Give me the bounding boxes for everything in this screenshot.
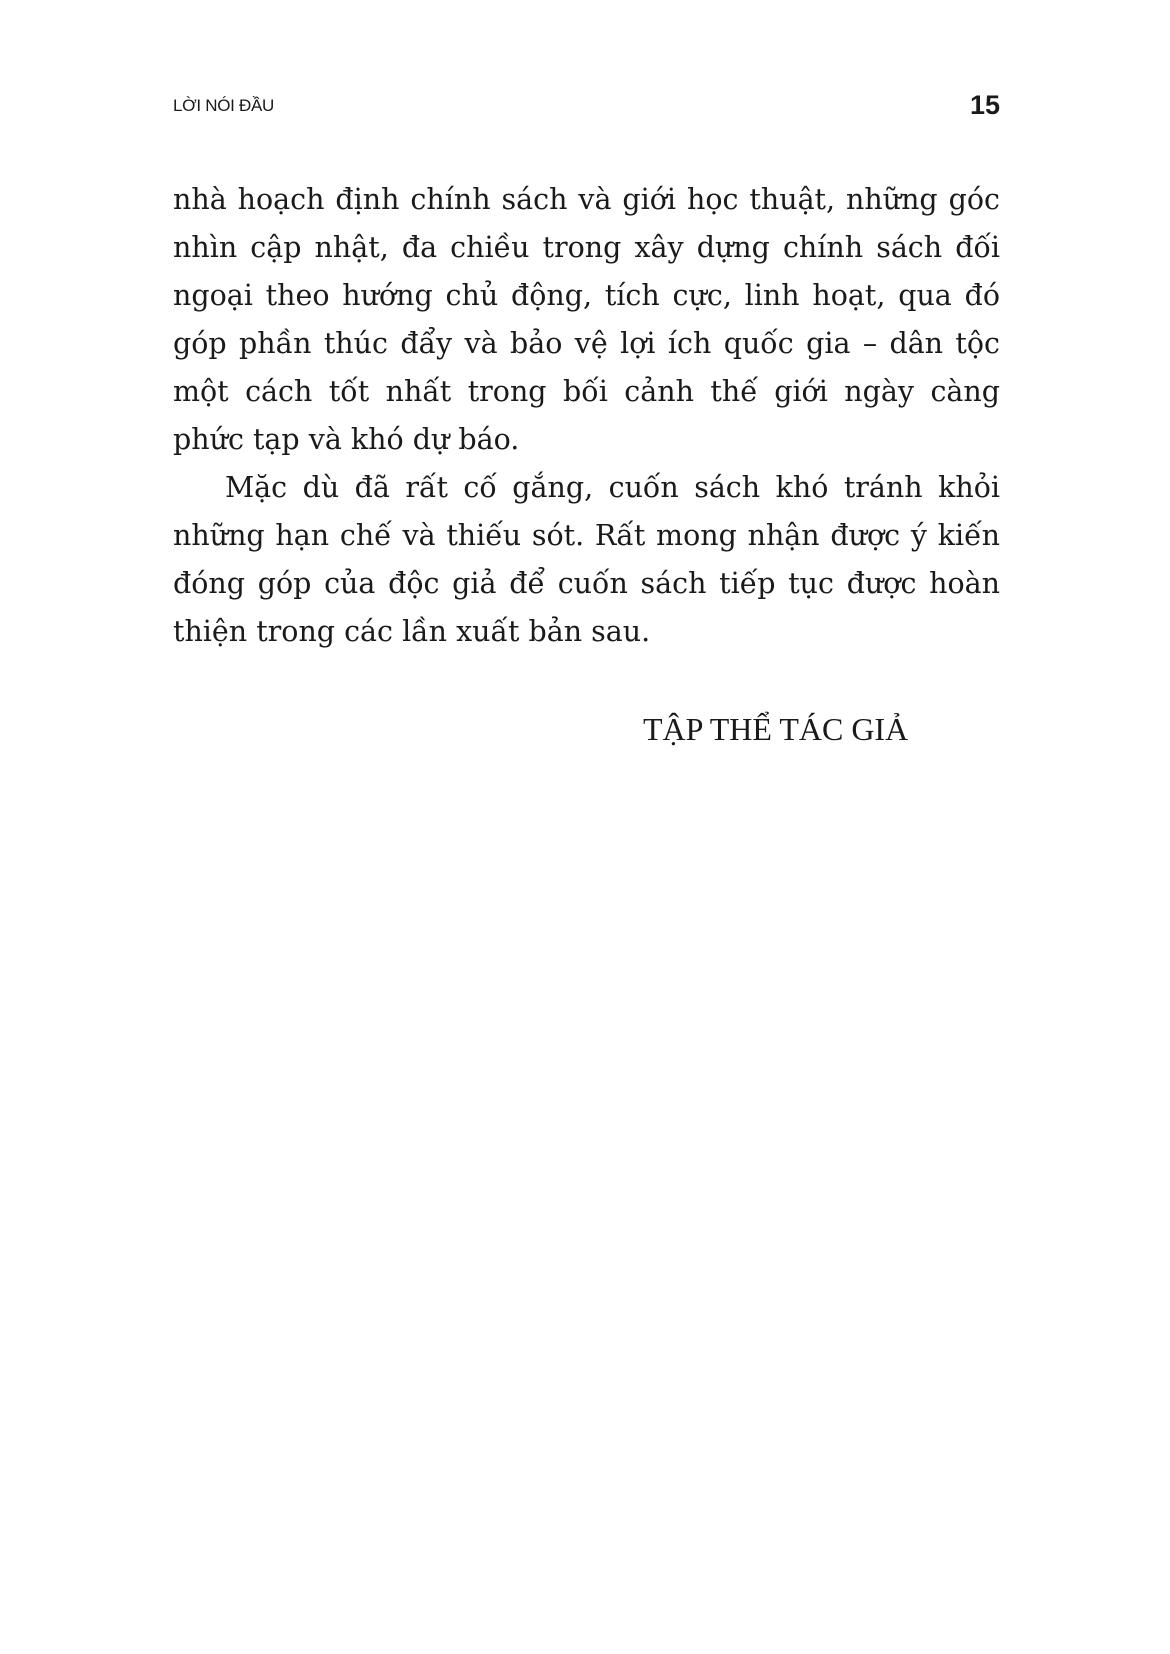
page-number: 15	[969, 90, 1000, 120]
author-signature: TẬP THỂ TÁC GIẢ	[643, 711, 909, 747]
paragraph-closing: Mặc dù đã rất cố gắng, cuốn sách khó tránh khỏi những hạn chế và thiếu sót. Rất mong nhận được ý kiến đóng góp của độc giả để cuốn sách tiếp tục được hoàn thiện trong các lần xuất bản sau.	[173, 471, 1000, 648]
paragraph-continued: nhà hoạch định chính sách và giới học thuật, những góc nhìn cập nhật, đa chiều trong xây dựng chính sách đối ngoại theo hướng chủ động, tích cực, linh hoạt, qua đó góp phần thúc đẩy và bảo vệ lợi ích quốc gia – dân tộc một cách tốt nhất trong bối cảnh thế giới ngày càng phức tạp và khó dự báo.	[173, 183, 1000, 456]
running-head-section-title: LỜI NÓI ĐẦU	[173, 96, 275, 115]
body-text	[173, 176, 1000, 656]
